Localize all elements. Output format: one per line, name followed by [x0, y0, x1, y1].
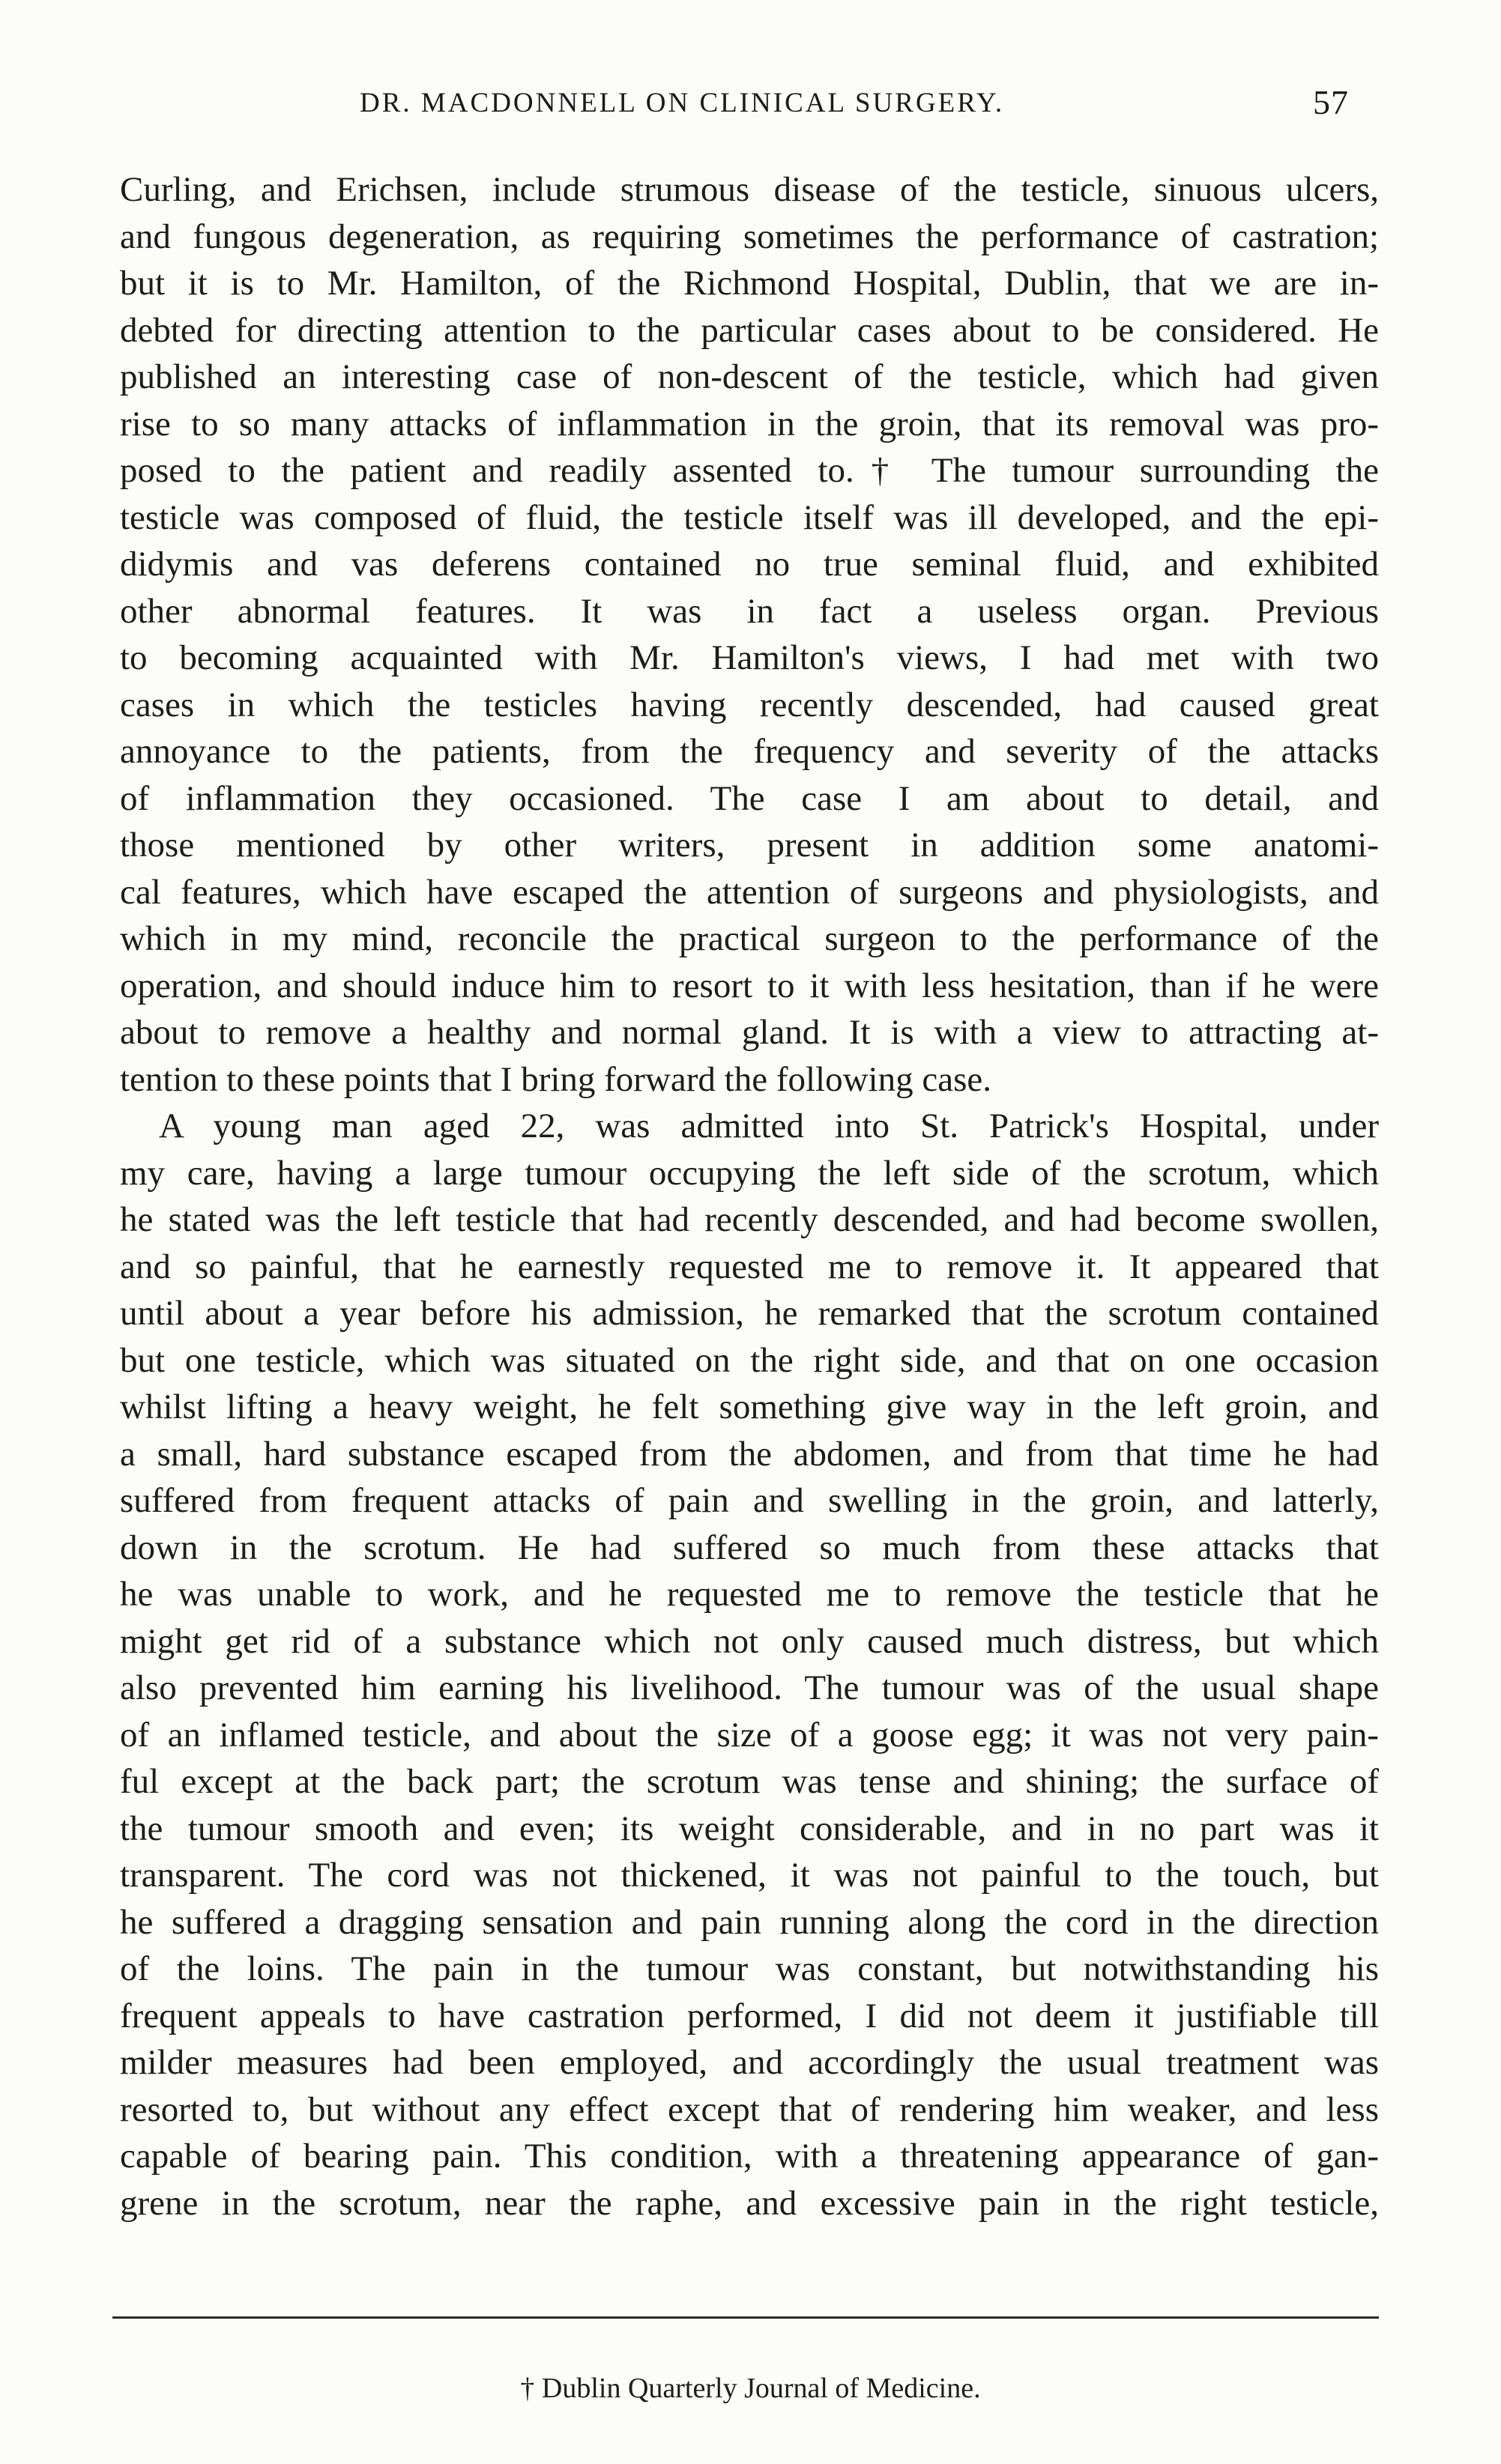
running-head — [315, 83, 1349, 132]
footnote: † Dublin Quarterly Journal of Medicine. — [520, 2373, 981, 2404]
page-number: 57 — [1313, 83, 1349, 121]
text-line: transparent. The cord was not thickened, it was not painful to the touch, but — [120, 1856, 1379, 1895]
text-line: ful except at the back part; the scrotum was tense and shining; the surface of — [120, 1762, 1379, 1801]
text-line: also prevented him earning his livelihood. The tumour was of the usual shape — [120, 1668, 1379, 1707]
text-line: a small, hard substance escaped from the abdomen, and from that time he had — [120, 1434, 1379, 1474]
text-line: debted for directing attention to the particular cases about to be considered. He — [120, 310, 1379, 350]
text-line: but one testicle, which was situated on the right side, and that on one occasion — [120, 1340, 1379, 1380]
running-title: DR. MACDONNELL ON CLINICAL SURGERY. — [360, 88, 1005, 118]
text-line: posed to the patient and readily assented to.† The tumour surrounding the — [120, 451, 1379, 490]
text-line: cal features, which have escaped the attention of surgeons and physiologists, and — [120, 872, 1379, 912]
text-line: capable of bearing pain. This condition, with a threatening appearance of gan- — [120, 2137, 1379, 2176]
text-line: resorted to, but without any effect except that of rendering him weaker, and less — [120, 2089, 1379, 2129]
text-line: published an interesting case of non-descent of the testicle, which had given — [120, 357, 1379, 396]
text-line: tention to these points that I bring forward the following case. — [120, 1059, 991, 1099]
text-line: the tumour smooth and even; its weight considerable, and in no part was it — [120, 1808, 1379, 1848]
paragraph-2 — [120, 1103, 1379, 2227]
text-line: operation, and should induce him to resort to it with less hesitation, than if he were — [120, 966, 1379, 1005]
text-line: didymis and vas deferens contained no true seminal fluid, and exhibited — [120, 545, 1379, 584]
text-line: he stated was the left testicle that had recently descended, and had become swollen, — [120, 1200, 1379, 1239]
text-line: down in the scrotum. He had suffered so much from these attacks that — [120, 1528, 1379, 1567]
text-line: he suffered a dragging sensation and pain running along the cord in the direction — [120, 1902, 1379, 1942]
text-line: milder measures had been employed, and accordingly the usual treatment was — [120, 2043, 1379, 2082]
text-line: other abnormal features. It was in fact a useless organ. Previous — [120, 591, 1379, 631]
text-line: annoyance to the patients, from the frequency and severity of the attacks — [120, 732, 1379, 771]
text-line: my care, having a large tumour occupying the left side of the scrotum, which — [120, 1153, 1379, 1193]
text-line: those mentioned by other writers, present in addition some anatomi- — [120, 826, 1379, 865]
paragraph-1 — [120, 166, 1379, 1103]
text-line: he was unable to work, and he requested me to remove the testicle that he — [120, 1575, 1379, 1614]
text-line: rise to so many attacks of inflammation in the groin, that its removal was pro- — [120, 404, 1379, 444]
text-line: until about a year before his admission, he remarked that the scrotum contained — [120, 1294, 1379, 1333]
text-line: and so painful, that he earnestly requested me to remove it. It appeared that — [120, 1247, 1379, 1286]
text-line: whilst lifting a heavy weight, he felt something give way in the left groin, and — [120, 1387, 1379, 1426]
text-line: of the loins. The pain in the tumour was constant, but notwithstanding his — [120, 1949, 1379, 1988]
footnote-rule — [112, 2316, 1379, 2319]
text-line: A young man aged 22, was admitted into St. Patrick's Hospital, under — [159, 1107, 1379, 1145]
text-line: about to remove a healthy and normal gland. It is with a view to attracting at- — [120, 1013, 1379, 1052]
text-line: frequent appeals to have castration performed, I did not deem it justifiable till — [120, 1996, 1379, 2035]
text-line: but it is to Mr. Hamilton, of the Richmond Hospital, Dublin, that we are in- — [120, 264, 1379, 303]
text-line: cases in which the testicles having recently descended, had caused great — [120, 685, 1379, 724]
text-line: which in my mind, reconcile the practical surgeon to the performance of the — [120, 919, 1379, 958]
text-line: Curling, and Erichsen, include strumous disease of the testicle, sinuous ulcers, — [120, 170, 1379, 209]
text-line: of inflammation they occasioned. The case I am about to detail, and — [120, 778, 1379, 818]
text-line: testicle was composed of fluid, the testicle itself was ill developed, and the epi- — [120, 497, 1379, 537]
body-text — [120, 166, 1379, 2227]
text-line: of an inflamed testicle, and about the size of a goose egg; it was not very pain- — [120, 1715, 1379, 1755]
text-line: to becoming acquainted with Mr. Hamilton's views, I had met with two — [120, 638, 1379, 677]
text-line: might get rid of a substance which not only caused much distress, but which — [120, 1621, 1379, 1661]
text-line: and fungous degeneration, as requiring sometimes the performance of castration; — [120, 217, 1379, 256]
text-line: grene in the scrotum, near the raphe, and excessive pain in the right testicle, — [120, 2183, 1379, 2223]
text-line: suffered from frequent attacks of pain and swelling in the groin, and latterly, — [120, 1481, 1379, 1520]
